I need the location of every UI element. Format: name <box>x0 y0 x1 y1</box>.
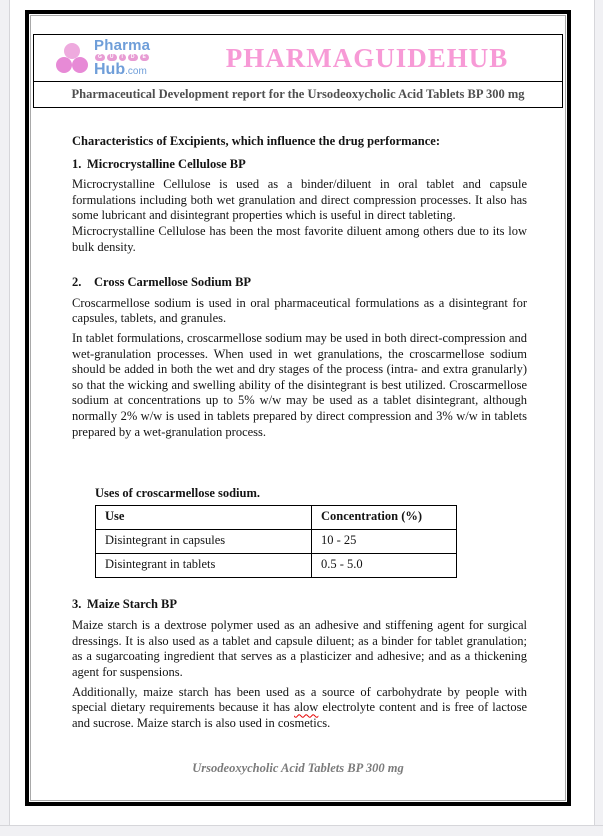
section-2-number: 2. <box>72 275 82 290</box>
section-1-paragraph-2: Microcrystalline Cellulose has been the most favorite diluent among others due to its low bulk density. <box>72 223 527 254</box>
paragraph-text: Additionally, maize starch has been used as a source of carbohydrate by people with special dietary requirements because it has <box>72 684 527 715</box>
report-subtitle: Pharmaceutical Development report for the Ursodeoxycholic Acid Tablets BP 300 mg <box>71 87 525 101</box>
header-top-row <box>34 35 562 81</box>
table-row <box>96 529 457 553</box>
right-gutter <box>594 0 603 836</box>
paragraph-text: electrolyte content and is free of lactose and sucrose. Maize starch is also used in cosmetics. <box>72 700 528 730</box>
section-1-heading <box>72 157 527 173</box>
section-2-paragraph-2: In tablet formulations, croscarmellose sodium may be used in both direct-compression and wet-granulation processes. When used in wet granulations, the croscarmellose sodium should be added in both the wet and dry stages of the process (intra- and extra granularly) so that the wicking and swelling ability of the disintegrant is best utilized. Croscarmellose sodium at concentrations up to 5% w/w may be used as a tablet disintegrant, although normally 2% w/w is used in tablets prepared by direct compression and 3% w/w in tablets prepared by a wet-granulation process. <box>72 330 527 439</box>
section-3-paragraph-1: Maize starch is a dextrose polymer used as an adhesive and stiffening agent for surgical dressings. It is also used as a tablet and capsule diluent; as a binder for tablet granulation; as a sugarcoating ingredient that serves as a plasticizer and adhesive; and as a thickening agent for suspensions. <box>72 618 527 680</box>
bottom-gutter <box>0 825 603 836</box>
logo-pharma-text: Pharma <box>94 37 151 54</box>
column-header-use: Use <box>96 505 312 529</box>
pharmaguidehub-logo <box>34 38 186 78</box>
section-2-title: Cross Carmellose Sodium BP <box>94 275 252 290</box>
misspelled-word: alow <box>294 700 319 715</box>
logo-hub-word: Hub <box>94 61 126 78</box>
cell-concentration: 0.5 - 5.0 <box>312 553 457 577</box>
report-header <box>33 34 563 108</box>
logo-hub-text <box>94 62 150 78</box>
logo-text <box>94 38 150 78</box>
page-footer: Ursodeoxycholic Acid Tablets BP 300 mg <box>192 761 404 775</box>
guide-pill: I <box>119 54 126 61</box>
left-gutter <box>0 0 10 836</box>
table-header-row <box>96 505 457 529</box>
table-caption: Uses of croscarmellose sodium. <box>95 486 261 501</box>
guide-pill: U <box>107 54 117 61</box>
guide-pill: D <box>128 54 138 61</box>
logo-guide-pills <box>95 54 150 61</box>
document-page <box>25 10 571 806</box>
guide-pill: E <box>140 54 149 61</box>
guide-pill: G <box>95 54 105 61</box>
cell-use: Disintegrant in tablets <box>96 553 312 577</box>
section-1-title: Microcrystalline Cellulose BP <box>87 156 246 171</box>
logo-dotcom: .com <box>125 66 147 77</box>
page-title: PHARMAGUIDEHUB <box>225 42 509 73</box>
section-2-heading <box>72 275 527 291</box>
logo-circles-icon <box>56 43 88 74</box>
cell-concentration: 10 - 25 <box>312 529 457 553</box>
section-3-paragraph-2 <box>72 685 527 732</box>
croscarmellose-uses-table <box>95 505 457 578</box>
table-row <box>96 553 457 577</box>
header-subtitle-row <box>34 81 562 107</box>
page-border-inner-line <box>30 15 566 801</box>
cell-use: Disintegrant in capsules <box>96 529 312 553</box>
column-header-concentration: Concentration (%) <box>312 505 457 529</box>
document-body <box>31 108 565 731</box>
intro-heading: Characteristics of Excipients, which influence the drug performance: <box>72 134 440 148</box>
section-1-number: 1. <box>72 156 82 171</box>
section-1-paragraph-1: Microcrystalline Cellulose is used as a binder/diluent in oral tablet and capsule formulations including both wet granulation and direct compression processes. It also has some lubricant and disintegrant properties which is useful in direct tableting. <box>72 177 527 223</box>
section-3-number: 3. <box>72 596 82 611</box>
section-2-paragraph-1: Croscarmellose sodium is used in oral pharmaceutical formulations as a disintegrant for capsules, tablets, and granules. <box>72 295 527 326</box>
section-3-heading <box>72 597 527 613</box>
section-3-title: Maize Starch BP <box>87 596 178 611</box>
